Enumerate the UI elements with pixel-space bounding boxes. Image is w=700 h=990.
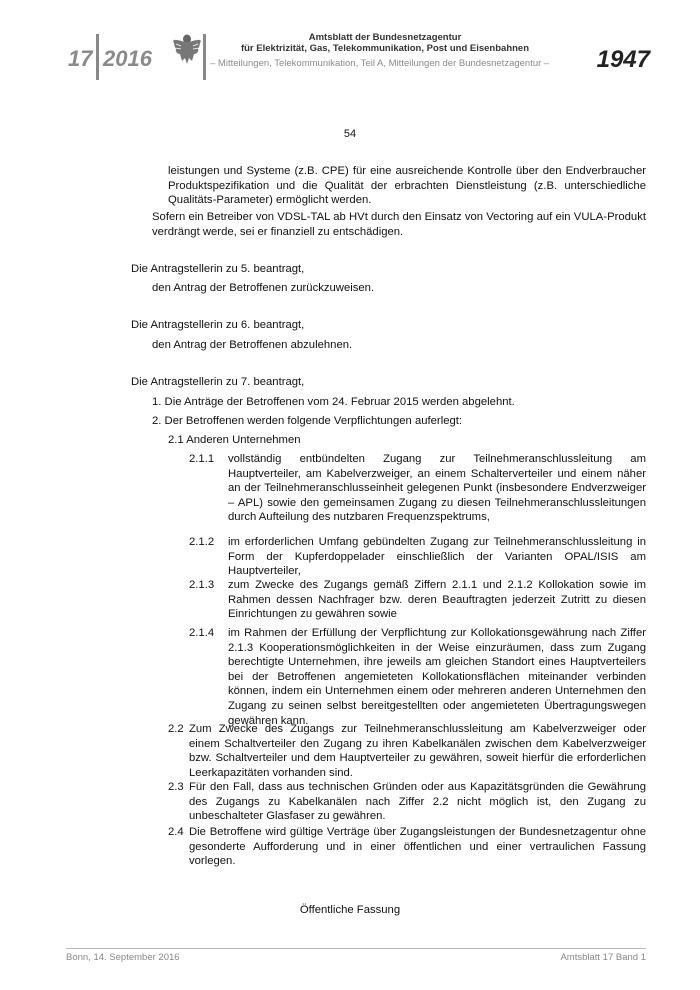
sub-item-text: im Rahmen der Erfüllung der Verpflichtung zur Kollokationsgewährung nach Ziffer 2.1.3 Kooperationsmöglichkeiten in der Weise einzuräumen, dass zum Zugang berechtigte Unternehmen, ihre jeweils am gleichen Standort eines Hauptverteilers bei der Betroffenen angemieteten Kollokationsflächen miteinander verbinden können, indem ein Unternehmen einem oder mehreren anderen Unternehmen den Zugang zu seinen selbst bereitgestellten oder angemieteten Übertragungswegen gewähren kann.	[228, 627, 646, 727]
list-item-2: 2. Der Betroffenen werden folgende Verpflichtungen auferlegt:	[152, 415, 463, 427]
footer-date: Bonn, 14. September 2016	[66, 952, 180, 963]
sub-item-number: 2.1.4	[189, 627, 215, 639]
item-number: 2.4	[168, 826, 184, 838]
request-5-intro: Die Antragstellerin zu 5. beantragt,	[131, 263, 305, 275]
footer-rule	[66, 948, 646, 949]
page-header	[0, 0, 700, 90]
paragraph-top: leistungen und Systeme (z.B. CPE) für eine ausreichende Kontrolle über den Endverbraucher Produktspezifikation und die Qualität der erbrachten Dienstleistung (z.B. unterschiedliche Qualitäts-Parameter) ermöglicht werden.	[168, 165, 646, 207]
sub-item-number: 2.1.2	[189, 536, 215, 548]
request-6-intro: Die Antragstellerin zu 6. beantragt,	[131, 319, 305, 331]
header-divider-2	[203, 34, 206, 80]
list-item-1: 1. Die Anträge der Betroffenen vom 24. Februar 2015 werden abgelehnt.	[152, 396, 515, 408]
document-page-number: 54	[343, 128, 357, 140]
public-version-label: Öffentliche Fassung	[299, 904, 401, 916]
footer-issue: Amtsblatt 17 Band 1	[560, 952, 646, 963]
paragraph-vdsl: Sofern ein Betreiber von VDSL-TAL ab HVt durch den Einsatz von Vectoring auf ein VULA-Produkt verdrängt werde, sei er finanziell zu entschädigen.	[152, 211, 646, 238]
header-divider	[96, 34, 99, 80]
page-number: 1947	[596, 46, 650, 73]
federal-eagle-icon	[172, 32, 202, 66]
issue-number: 17	[68, 46, 93, 71]
item-number: 2.2	[168, 723, 184, 735]
publication-title: Amtsblatt der Bundesnetzagentur für Elektrizität, Gas, Telekommunikation, Post und Eisenbahnen	[240, 32, 530, 54]
list-item-2-1: 2.1 Anderen Unternehmen	[168, 434, 301, 446]
item-text: Zum Zwecke des Zugangs zur Teilnehmeranschlussleitung am Kabelverzweiger oder einem Schaltverteiler den Zugang zu ihren Kabelkanälen zwischen dem Kabelverzweiger bzw. Schaltverteiler und dem Hauptverteiler zu gewähren, soweit hierfür die erforderlichen Leerkapazitäten vorhanden sind.	[189, 723, 646, 779]
sub-item-number: 2.1.1	[189, 453, 215, 465]
year: 2016	[103, 46, 152, 71]
item-number: 2.3	[168, 781, 184, 793]
publication-subtitle: – Mitteilungen, Telekommunikation, Teil A, Mitteilungen der Bundesnetzagentur –	[210, 58, 550, 69]
request-5-text: den Antrag der Betroffenen zurückzuweisen.	[152, 282, 375, 294]
sub-item-text: vollständig entbündelten Zugang zur Teilnehmeranschlussleitung am Hauptverteiler, am Kabelverzweiger, an einem Schalterverteiler und einem näher an der Teilnehmeranschlusseinheit gelegenen Punkt (insbesondere Endverzweiger – APL) sowie den gemeinsamen Zugang zu diesen Teilnehmeranschlussleitungen durch Aufteilung des nutzbaren Frequenzspektrums,	[228, 453, 646, 524]
request-7-intro: Die Antragstellerin zu 7. beantragt,	[131, 376, 305, 388]
sub-item-text: zum Zwecke des Zugangs gemäß Ziffern 2.1.1 und 2.1.2 Kollokation sowie im Rahmen dessen Nachfrager bzw. deren Beauftragten jederzeit Zutritt zu diesen Einrichtungen zu gewähren sowie	[228, 579, 646, 621]
sub-item-text: im erforderlichen Umfang gebündelten Zugang zur Teilnehmeranschlussleitung in Form der Kupferdoppelader einschließlich der Varianten OPAL/ISIS am Hauptverteiler,	[228, 536, 646, 578]
item-text: Die Betroffene wird gültige Verträge über Zugangsleistungen der Bundesnetzagentur ohne gesonderte Aufforderung und in einer öffentlichen und einer vertraulichen Fassung vorlegen.	[189, 826, 646, 868]
request-6-text: den Antrag der Betroffenen abzulehnen.	[152, 339, 353, 351]
item-text: Für den Fall, dass aus technischen Gründen oder aus Kapazitätsgründen die Gewährung des Zugangs zu Kabelkanälen nach Ziffer 2.2 nicht möglich ist, den Zugang zu unbeschalteter Glasfaser zu gewähren.	[189, 781, 646, 823]
sub-item-number: 2.1.3	[189, 579, 215, 591]
